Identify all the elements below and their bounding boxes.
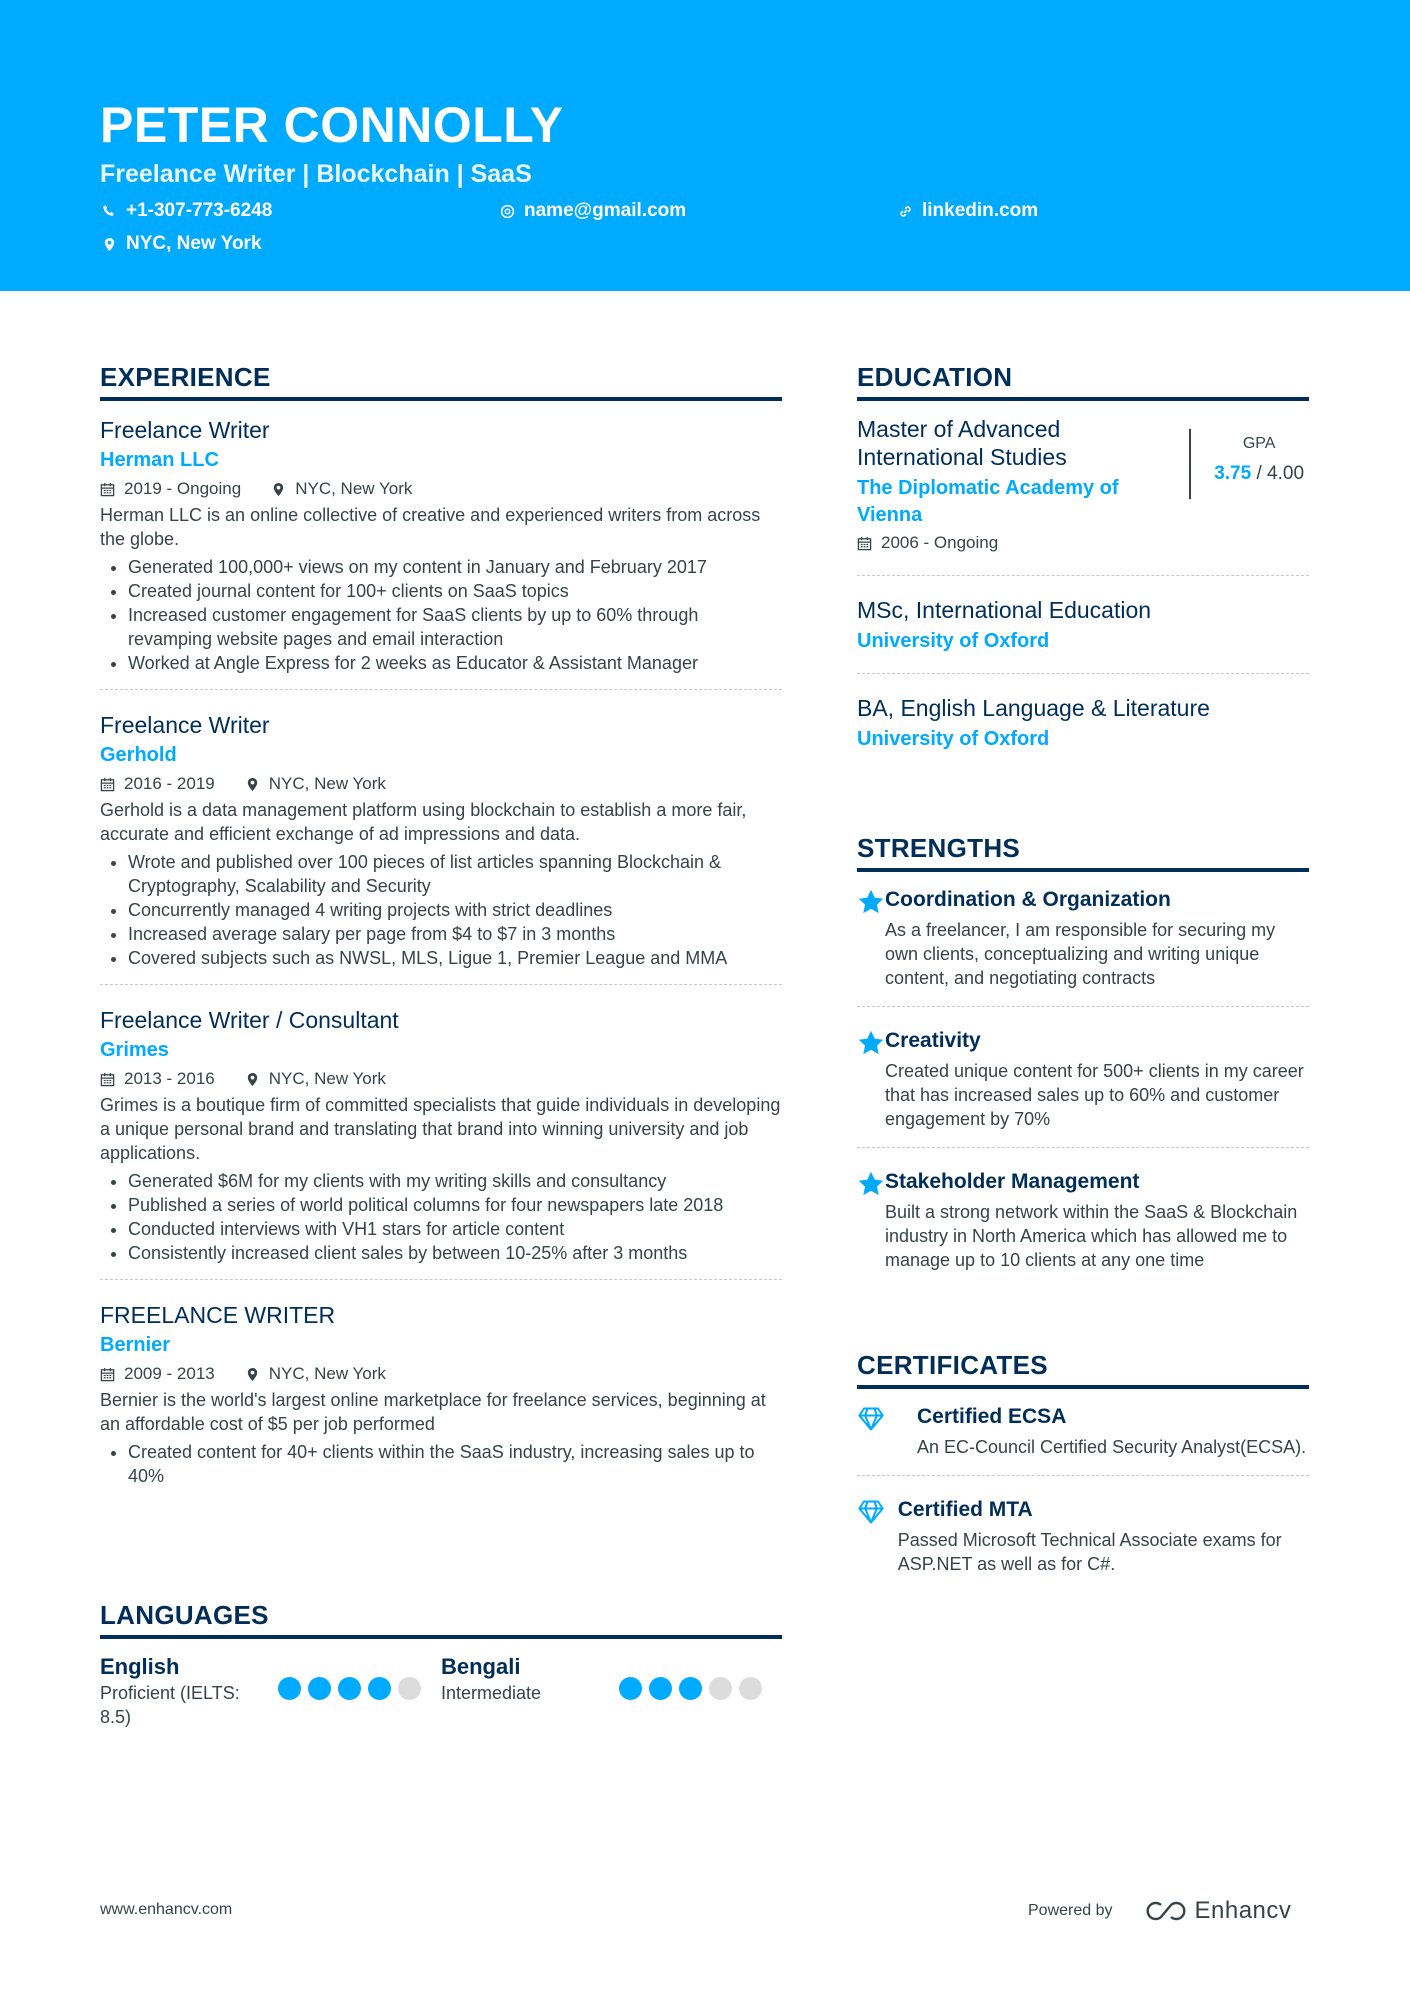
education-school: The Diplomatic Academy of Vienna — [857, 477, 1119, 526]
job-location-wrap — [245, 1360, 386, 1388]
job-entry — [100, 415, 782, 690]
education-row — [857, 415, 1309, 557]
job-meta — [100, 1360, 782, 1388]
strength-description: As a freelancer, I am responsible for securing my own clients, conceptualizing and writing unique content, and negotiating contracts — [885, 920, 1276, 988]
rating-dot — [308, 1677, 331, 1700]
strength-icon-wrap — [857, 1168, 885, 1272]
star-icon — [857, 1029, 885, 1057]
job-dates: 2013 - 2016 — [124, 1069, 215, 1088]
rating-dot — [709, 1677, 732, 1700]
right-column — [857, 362, 1309, 1612]
job-location: NYC, New York — [268, 774, 386, 793]
job-company: Grimes — [100, 1039, 169, 1061]
strength-body — [885, 886, 1309, 990]
job-bullet: • Created journal content for 100+ clients on SaaS topics — [128, 579, 782, 603]
strengths-list — [857, 886, 1309, 1288]
strength-icon-wrap — [857, 1027, 885, 1131]
language-level: Proficient (IELTS: 8.5) — [100, 1683, 240, 1727]
contact-linkedin[interactable] — [898, 200, 1038, 222]
gpa-value: 3.75 / 4.00 — [1214, 463, 1305, 484]
education-school: University of Oxford — [857, 630, 1050, 652]
job-dates: 2019 - Ongoing — [124, 479, 242, 498]
rating-dot — [679, 1677, 702, 1700]
certificates-list — [857, 1403, 1309, 1592]
language-entry — [441, 1653, 782, 1729]
job-company: Bernier — [100, 1334, 171, 1356]
education-meta — [857, 529, 1189, 557]
education-entry — [857, 596, 1309, 674]
job-bullet: • Wrote and published over 100 pieces of list articles spanning Blockchain & Cryptography, Scalability and Security — [128, 850, 782, 898]
gpa-label: GPA — [1242, 435, 1276, 452]
left-column — [100, 362, 782, 1522]
rating-dot — [619, 1677, 642, 1700]
job-meta — [100, 1065, 782, 1093]
resume-header — [0, 0, 1410, 291]
certificate-description: Passed Microsoft Technical Associate exams for ASP.NET as well as for C#. — [897, 1530, 1282, 1574]
job-location-wrap — [271, 475, 412, 503]
location-pin-icon — [245, 777, 260, 792]
job-location-wrap — [245, 1065, 386, 1093]
languages-section — [100, 1600, 782, 1729]
footer-branding — [1028, 1897, 1291, 1925]
education-degree: MSc, International Education — [857, 597, 1152, 623]
certificates-title: CERTIFICATES — [857, 1350, 1309, 1389]
brand-text: Enhancv — [1194, 1897, 1292, 1924]
location-text: NYC, New York — [126, 233, 262, 254]
strength-title: Coordination & Organization — [885, 888, 1171, 911]
job-company: Herman LLC — [100, 449, 219, 471]
calendar-icon — [100, 1367, 115, 1382]
job-bullet: • Published a series of world political columns for four newspapers late 2018 — [128, 1193, 782, 1217]
strength-description: Built a strong network within the SaaS & Blockchain industry in North America which has allowed me to manage up to 10 clients at any one time — [885, 1202, 1298, 1270]
education-degree: Master of Advanced International Studies — [857, 416, 1067, 470]
education-entry — [857, 415, 1309, 576]
job-description: Gerhold is a data management platform using blockchain to establish a more fair, accurate and efficient exchange of ad impressions and data. — [100, 800, 747, 844]
education-title: EDUCATION — [857, 362, 1309, 401]
phone-icon — [102, 204, 117, 219]
job-description: Herman LLC is an online collective of creative and experienced writers from across the globe. — [100, 505, 761, 549]
brand-logo[interactable] — [1141, 1897, 1292, 1925]
rating-dot — [338, 1677, 361, 1700]
gpa-max: 4.00 — [1267, 463, 1305, 484]
calendar-icon — [857, 536, 872, 551]
job-role: Freelance Writer / Consultant — [100, 1007, 399, 1033]
experience-list — [100, 415, 782, 1502]
education-main — [857, 415, 1189, 557]
certificate-body — [898, 1496, 1309, 1576]
job-entry — [100, 1005, 782, 1280]
certificate-body — [917, 1403, 1306, 1459]
job-location-wrap — [245, 770, 386, 798]
rating-dot — [739, 1677, 762, 1700]
star-icon — [857, 1170, 885, 1198]
link-icon — [898, 204, 913, 219]
powered-by-text: Powered by — [1028, 1902, 1113, 1919]
gpa-box — [1189, 429, 1309, 499]
rating-dot — [368, 1677, 391, 1700]
language-rating — [278, 1677, 428, 1729]
certificate-icon-wrap — [857, 1496, 898, 1576]
certificate-description: An EC-Council Certified Security Analyst(ECSA). — [917, 1437, 1307, 1457]
strength-body — [885, 1168, 1309, 1272]
strength-body — [885, 1027, 1309, 1131]
job-entry — [100, 1300, 782, 1502]
experience-title: EXPERIENCE — [100, 362, 782, 401]
job-bullets — [100, 555, 782, 675]
job-bullet: • Created content for 40+ clients within the SaaS industry, increasing sales up to 40% — [128, 1440, 782, 1488]
footer-website[interactable]: www.enhancv.com — [100, 1901, 233, 1918]
contact-location — [102, 233, 262, 255]
job-location: NYC, New York — [295, 479, 413, 498]
strength-entry — [857, 886, 1309, 1007]
at-icon — [500, 204, 515, 219]
certificate-entry — [857, 1403, 1309, 1476]
education-entry — [857, 694, 1309, 771]
certificate-title: Certified ECSA — [917, 1405, 1067, 1428]
job-bullet: • Increased customer engagement for SaaS clients by up to 60% through revamping website pages and email interaction — [128, 603, 782, 651]
job-bullet: • Worked at Angle Express for 2 weeks as Educator & Assistant Manager — [128, 651, 782, 675]
job-location: NYC, New York — [268, 1069, 386, 1088]
job-bullet: • Generated $6M for my clients with my writing skills and consultancy — [128, 1169, 782, 1193]
job-location: NYC, New York — [268, 1364, 386, 1383]
calendar-icon — [100, 482, 115, 497]
job-entry — [100, 710, 782, 985]
diamond-icon — [857, 1405, 885, 1433]
job-bullet: • Increased average salary per page from $4 to $7 in 3 months — [128, 922, 782, 946]
education-list — [857, 415, 1309, 771]
linkedin-text: linkedin.com — [922, 200, 1039, 221]
language-level: Intermediate — [441, 1683, 542, 1703]
job-bullets — [100, 850, 782, 970]
rating-dot — [398, 1677, 421, 1700]
education-degree: BA, English Language & Literature — [857, 695, 1210, 721]
job-bullet: • Conducted interviews with VH1 stars for article content — [128, 1217, 782, 1241]
strength-title: Creativity — [885, 1029, 981, 1052]
job-bullet: • Concurrently managed 4 writing projects with strict deadlines — [128, 898, 782, 922]
strength-title: Stakeholder Management — [885, 1170, 1140, 1193]
strength-icon-wrap — [857, 886, 885, 990]
job-role: Freelance Writer — [100, 417, 270, 443]
strength-entry — [857, 1168, 1309, 1288]
calendar-icon — [100, 777, 115, 792]
email-text: name@gmail.com — [524, 200, 687, 221]
job-description: Bernier is the world's largest online marketplace for freelance services, beginning at an affordable cost of $5 per job performed — [100, 1390, 766, 1434]
certificate-icon-wrap — [857, 1403, 917, 1459]
candidate-name: PETER CONNOLLY — [100, 97, 564, 153]
job-role: Freelance Writer — [100, 712, 270, 738]
job-dates: 2016 - 2019 — [124, 774, 215, 793]
job-bullet: • Covered subjects such as NWSL, MLS, Ligue 1, Premier League and MMA — [128, 946, 782, 970]
job-dates: 2009 - 2013 — [124, 1364, 215, 1383]
language-rating — [619, 1677, 769, 1729]
diamond-icon — [857, 1498, 885, 1526]
certificate-title: Certified MTA — [897, 1498, 1033, 1521]
strength-entry — [857, 1027, 1309, 1148]
contact-email[interactable] — [500, 200, 686, 222]
location-pin-icon — [245, 1367, 260, 1382]
location-pin-icon — [245, 1072, 260, 1087]
job-description: Grimes is a boutique firm of committed specialists that guide individuals in developing a unique personal brand and translating that brand into winning university and job applications. — [100, 1095, 781, 1163]
job-role: FREELANCE WRITER — [100, 1302, 336, 1328]
education-school: University of Oxford — [857, 728, 1050, 750]
job-meta — [100, 770, 782, 798]
contact-phone[interactable] — [102, 200, 272, 222]
language-text — [100, 1653, 268, 1729]
job-bullets — [100, 1440, 782, 1488]
job-bullets — [100, 1169, 782, 1265]
job-bullet: • Generated 100,000+ views on my content in January and February 2017 — [128, 555, 782, 579]
strength-description: Created unique content for 500+ clients in my career that has increased sales up to 60% and customer engagement by 70% — [885, 1061, 1304, 1129]
language-name: Bengali — [441, 1654, 521, 1679]
enhancv-logo-icon — [1141, 1899, 1187, 1923]
languages-title: LANGUAGES — [100, 1600, 782, 1639]
candidate-tagline: Freelance Writer | Blockchain | SaaS — [100, 160, 532, 188]
certificate-entry — [857, 1496, 1309, 1592]
language-text — [441, 1653, 609, 1729]
strengths-title: STRENGTHS — [857, 833, 1309, 872]
job-bullet: • Consistently increased client sales by between 10-25% after 3 months — [128, 1241, 782, 1265]
gpa-score: 3.75 — [1214, 463, 1252, 484]
strengths-section — [857, 833, 1309, 1288]
star-icon — [857, 888, 885, 916]
job-meta — [100, 475, 782, 503]
certificates-section — [857, 1350, 1309, 1592]
education-dates: 2006 - Ongoing — [881, 533, 999, 552]
language-entry — [100, 1653, 441, 1729]
location-pin-icon — [271, 482, 286, 497]
job-company: Gerhold — [100, 744, 177, 766]
phone-text: +1-307-773-6248 — [126, 200, 273, 221]
calendar-icon — [100, 1072, 115, 1087]
rating-dot — [649, 1677, 672, 1700]
location-pin-icon — [102, 237, 117, 252]
rating-dot — [278, 1677, 301, 1700]
languages-list — [100, 1653, 782, 1729]
language-name: English — [100, 1654, 180, 1679]
